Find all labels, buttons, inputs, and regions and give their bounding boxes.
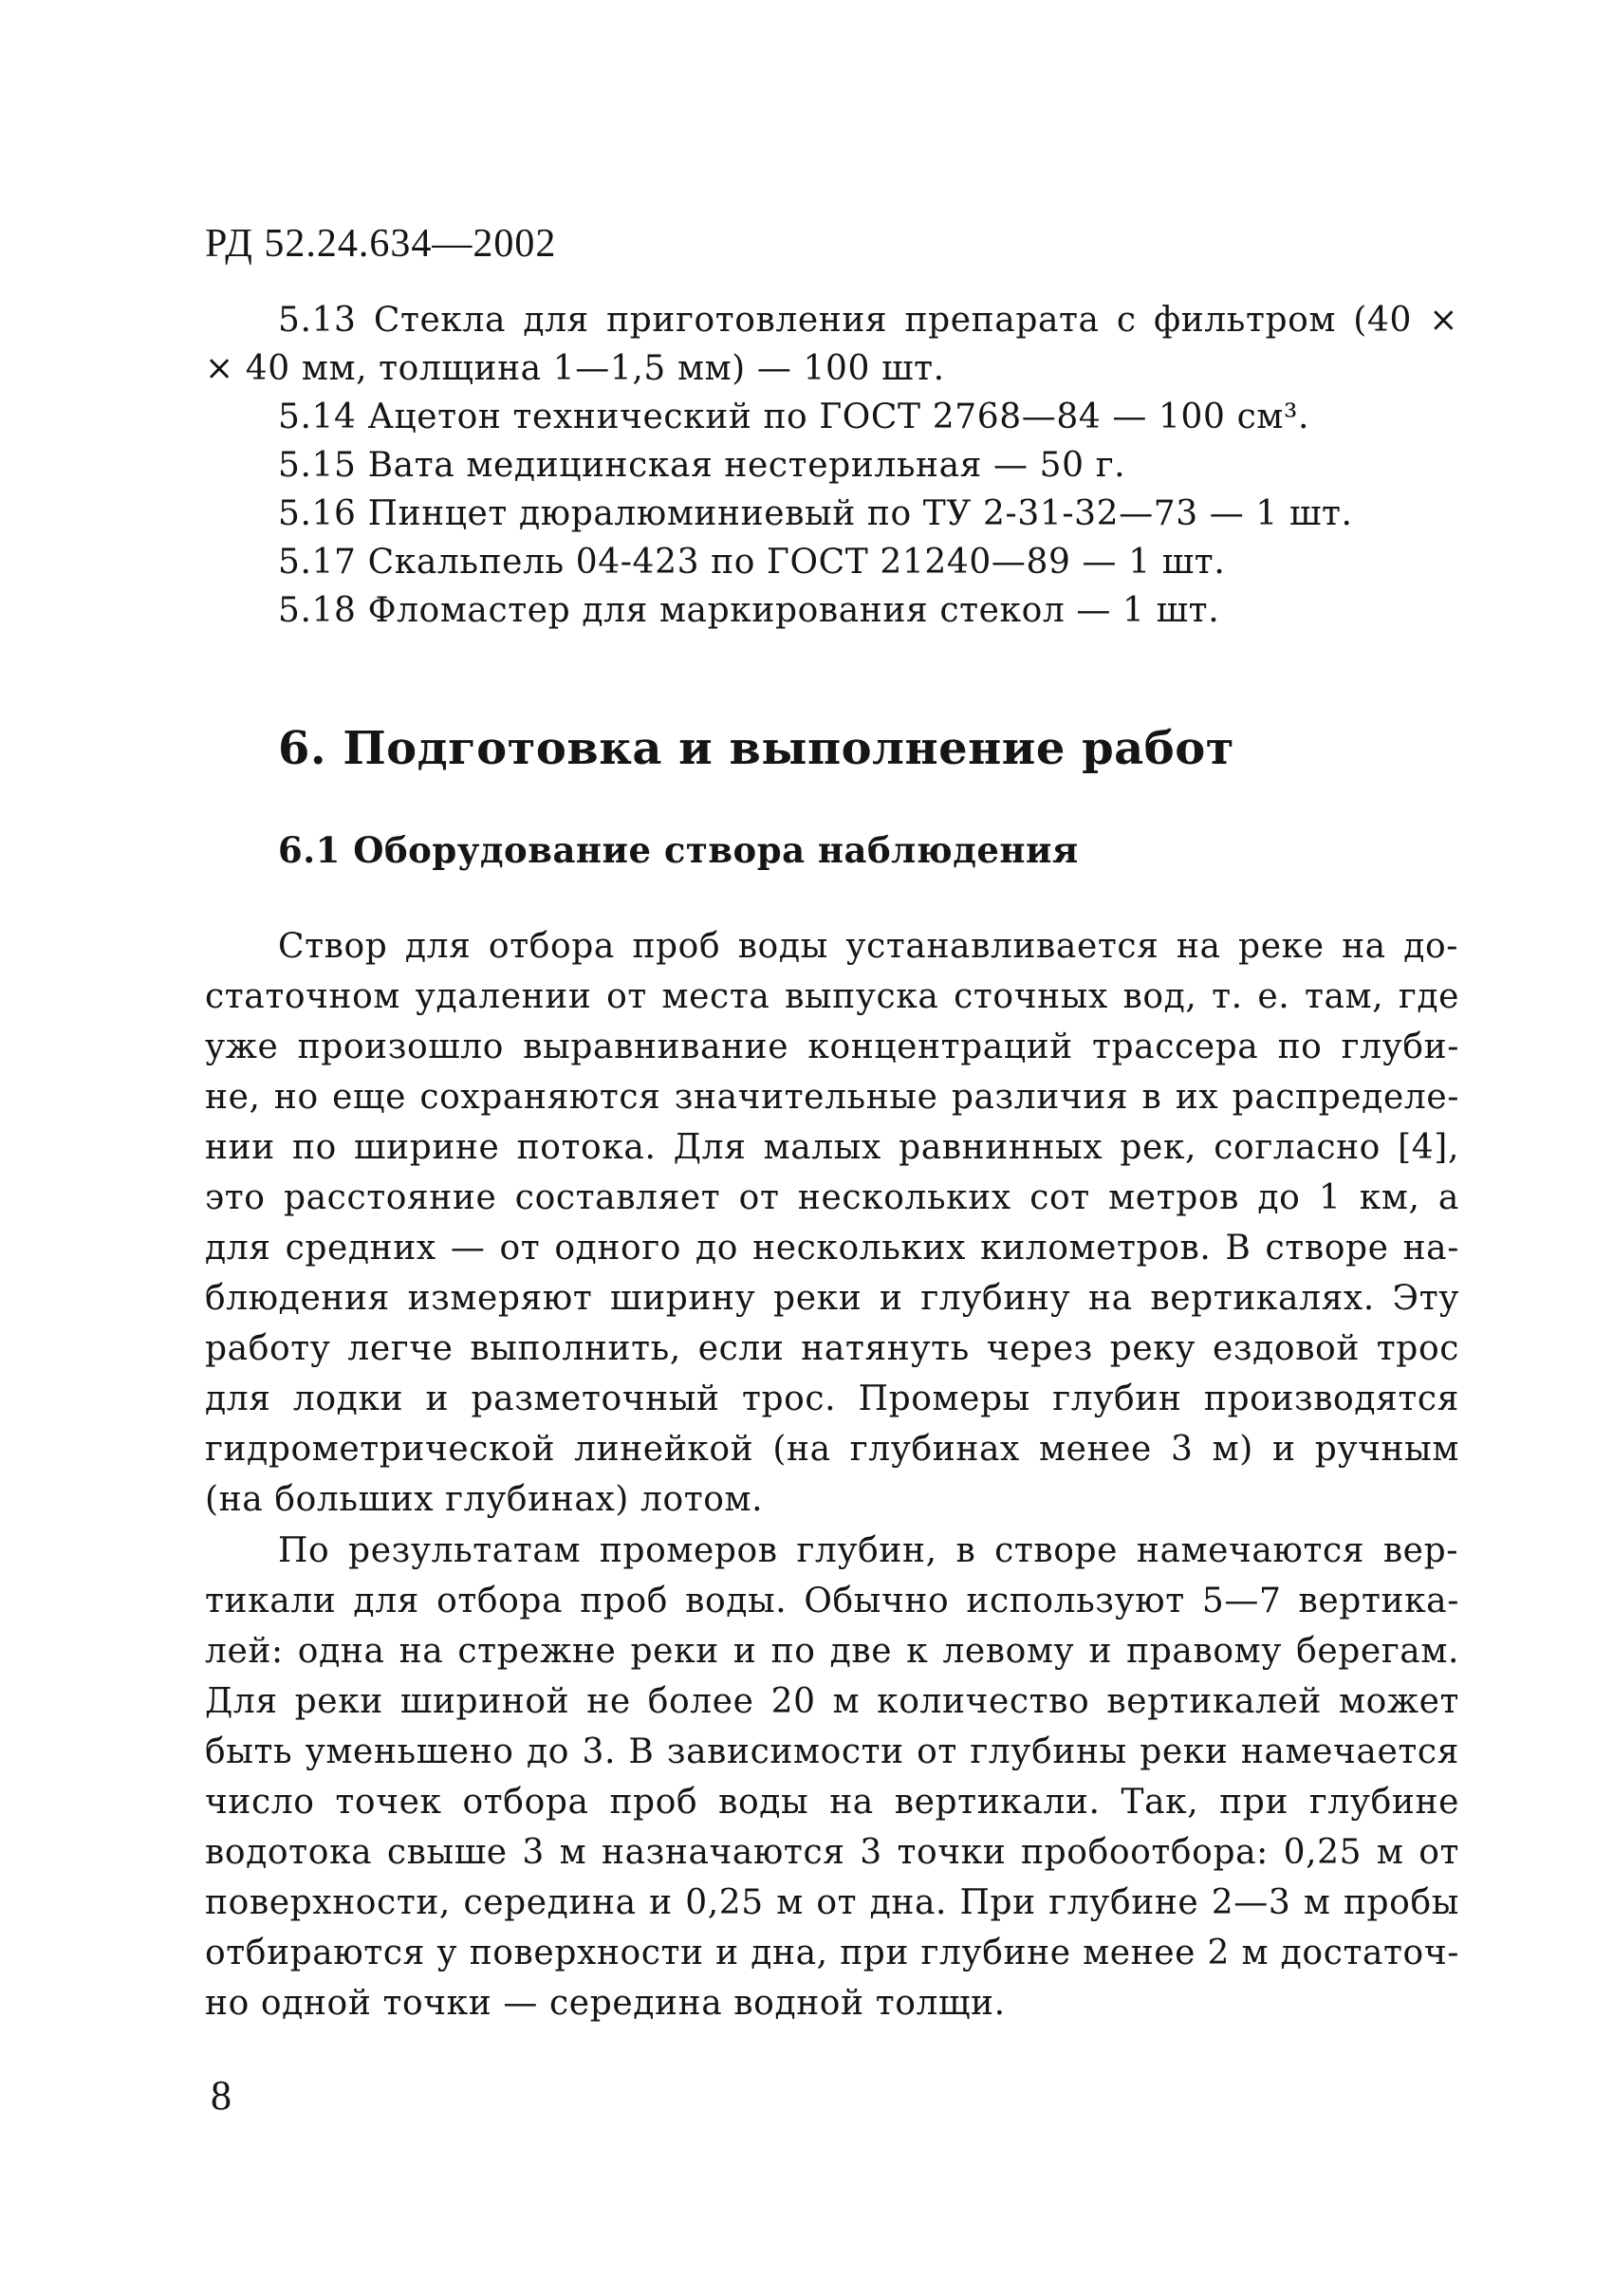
- paragraph-1-line-7: для средних — от одного до нескольких километров. В створе на-: [205, 1229, 1459, 1268]
- paragraph-2-line-7: водотока свыше 3 м назначаются 3 точки пробоотбора: 0,25 м от: [205, 1833, 1459, 1872]
- list-item-5-17: 5.17 Скальпель 04-423 по ГОСТ 21240—89 — 1 шт.: [278, 543, 1226, 582]
- subsection-heading: 6.1 Оборудование створа наблюдения: [278, 829, 1079, 871]
- paragraph-1-line-5: нии по ширине потока. Для малых равнинных рек, согласно [4],: [205, 1128, 1459, 1167]
- paragraph-2-line-8: поверхности, середина и 0,25 м от дна. При глубине 2—3 м пробы: [205, 1883, 1459, 1922]
- paragraph-2-line-9: отбираются у поверхности и дна, при глубине менее 2 м достаточ-: [205, 1934, 1459, 1972]
- list-item-5-13-line-1: 5.13 Стекла для приготовления препарата с фильтром (40 ×: [278, 301, 1458, 340]
- list-item-5-13-line-2: × 40 мм, толщина 1—1,5 мм) — 100 шт.: [205, 349, 945, 388]
- paragraph-1-line-8: блюдения измеряют ширину реки и глубину на вертикалях. Эту: [205, 1279, 1459, 1318]
- paragraph-1-line-12: (на больших глубинах) лотом.: [205, 1480, 764, 1519]
- paragraph-2-line-1: По результатам промеров глубин, в створе намечаются вер-: [278, 1531, 1458, 1570]
- paragraph-2-line-10: но одной точки — середина водной толщи.: [205, 1984, 1006, 2023]
- paragraph-1-line-4: не, но еще сохраняются значительные различия в их распределе-: [205, 1078, 1459, 1117]
- list-item-5-14: 5.14 Ацетон технический по ГОСТ 2768—84 — 100 см³.: [278, 398, 1310, 436]
- page-number: 8: [211, 2072, 232, 2119]
- paragraph-2-line-5: быть уменьшено до 3. В зависимости от глубины реки намечается: [205, 1732, 1459, 1771]
- section-heading: 6. Подготовка и выполнение работ: [278, 722, 1235, 775]
- paragraph-2-line-4: Для реки шириной не более 20 м количество вертикалей может: [205, 1682, 1459, 1721]
- paragraph-2-line-3: лей: одна на стрежне реки и по две к левому и правому берегам.: [205, 1632, 1459, 1671]
- list-item-5-18: 5.18 Фломастер для маркирования стекол — 1 шт.: [278, 591, 1220, 630]
- paragraph-1-line-6: это расстояние составляет от нескольких сот метров до 1 км, а: [205, 1178, 1459, 1217]
- paragraph-1-line-2: статочном удалении от места выпуска сточных вод, т. е. там, где: [205, 977, 1459, 1016]
- paragraph-1-line-1: Створ для отбора проб воды устанавливается на реке на до-: [278, 927, 1458, 966]
- list-item-5-15: 5.15 Вата медицинская нестерильная — 50 г.: [278, 446, 1126, 485]
- paragraph-1-line-3: уже произошло выравнивание концентраций трассера по глуби-: [205, 1028, 1459, 1066]
- list-item-5-16: 5.16 Пинцет дюралюминиевый по ТУ 2-31-32—73 — 1 шт.: [278, 494, 1353, 533]
- paragraph-1-line-9: работу легче выполнить, если натянуть через реку ездовой трос: [205, 1329, 1459, 1368]
- paragraph-1-line-11: гидрометрической линейкой (на глубинах менее 3 м) и ручным: [205, 1430, 1459, 1469]
- paragraph-2-line-2: тикали для отбора проб воды. Обычно используют 5—7 вертика-: [205, 1582, 1459, 1620]
- document-code-header: РД 52.24.634—2002: [205, 222, 557, 266]
- paragraph-2-line-6: число точек отбора проб воды на вертикали. Так, при глубине: [205, 1783, 1459, 1822]
- paragraph-1-line-10: для лодки и разметочный трос. Промеры глубин производятся: [205, 1379, 1459, 1418]
